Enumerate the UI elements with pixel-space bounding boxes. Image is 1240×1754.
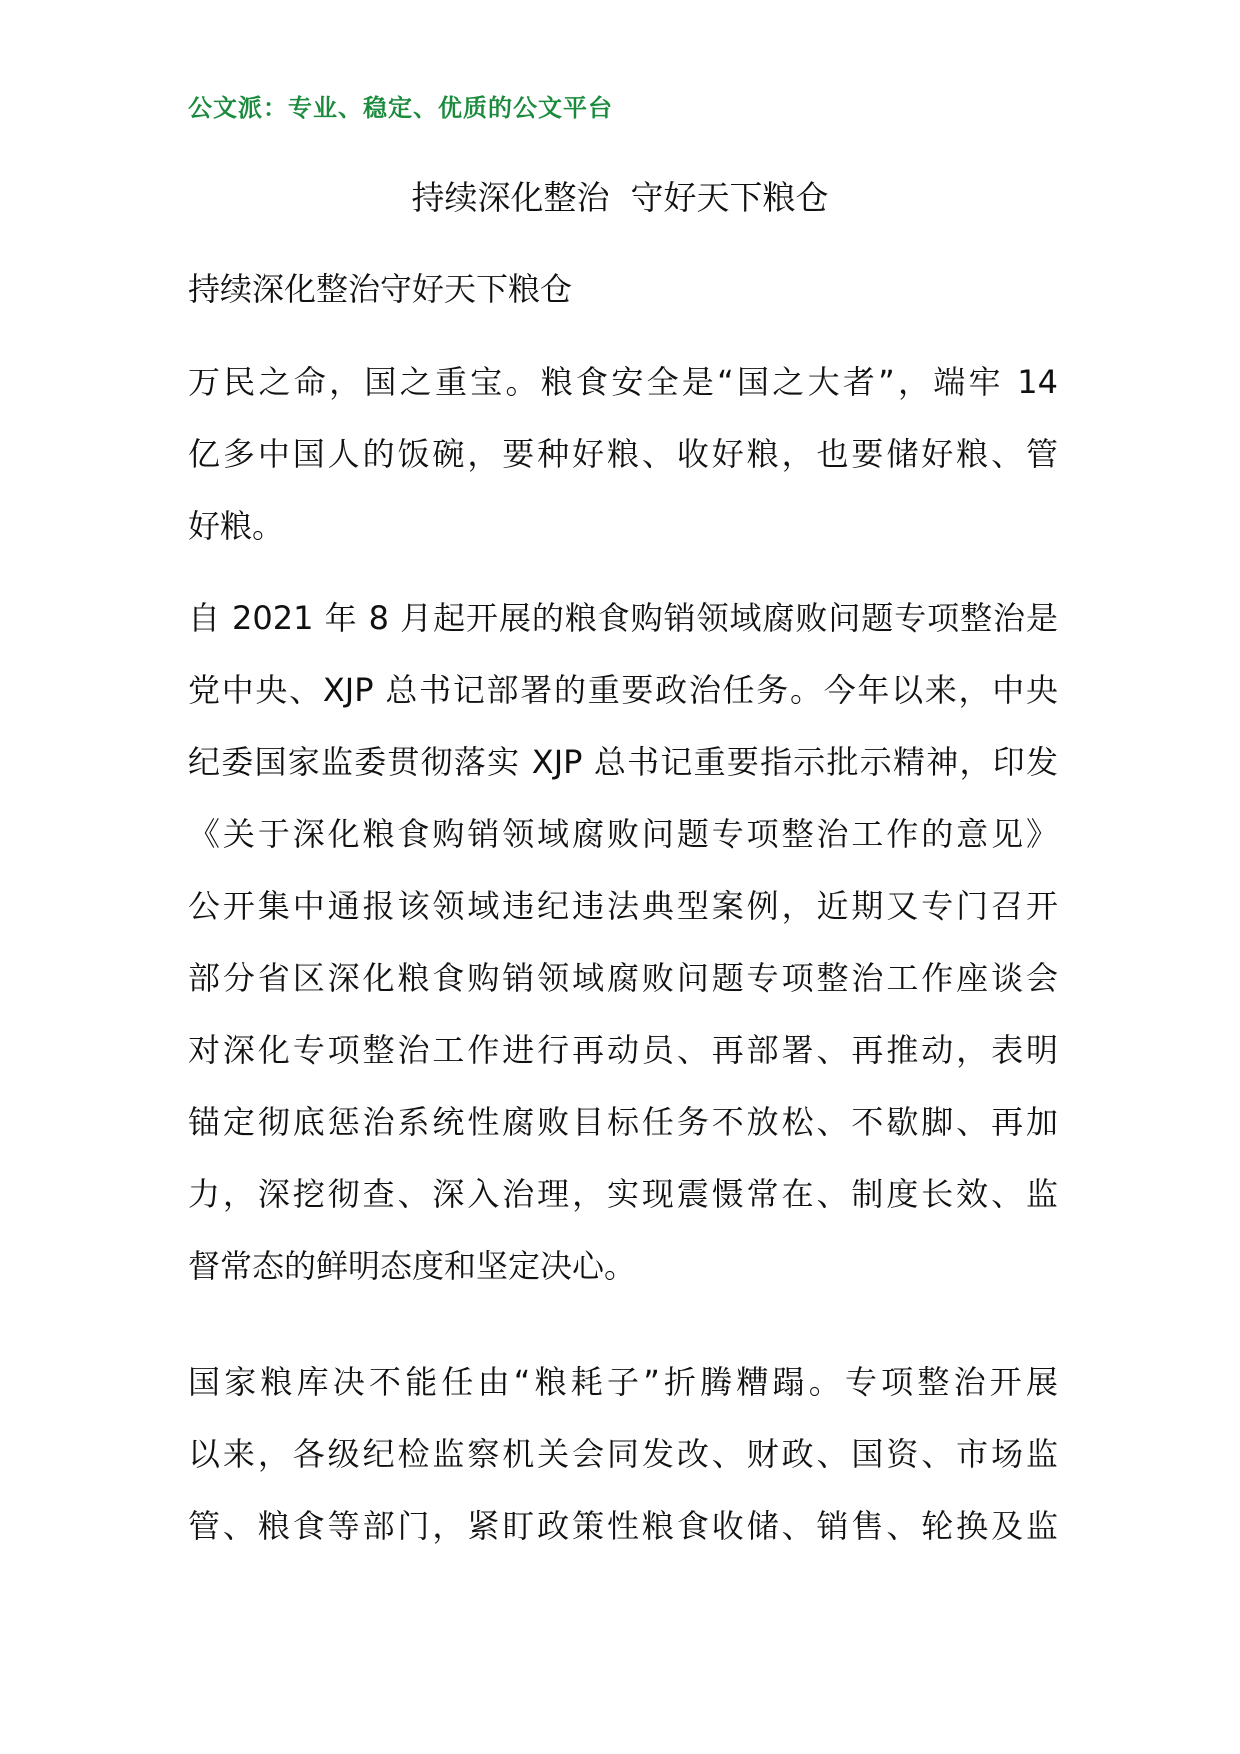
paragraph-line: 亿多中国人的饭碗，要种好粮、收好粮，也要储好粮、管 <box>188 435 1058 473</box>
document-subtitle <box>188 253 1058 325</box>
paragraph-line: 公开集中通报该领域违纪违法典型案例，近期又专门召开 <box>188 887 1058 925</box>
paragraph-line: 锚定彻底惩治系统性腐败目标任务不放松、不歇脚、再加 <box>188 1103 1058 1141</box>
paragraph-1 <box>188 346 1058 562</box>
subtitle-line: 持续深化整治守好天下粮仓 <box>188 270 573 308</box>
paragraph-line: 万民之命，国之重宝。粮食安全是“国之大者”，端牢 14 <box>188 363 1058 401</box>
brand-header: 公文派：专业、稳定、优质的公文平台 <box>188 93 613 122</box>
paragraph-line: 《关于深化粮食购销领域腐败问题专项整治工作的意见》 <box>188 815 1058 853</box>
paragraph-line: 力，深挖彻查、深入治理，实现震慑常在、制度长效、监 <box>188 1175 1058 1213</box>
paragraph-line: 对深化专项整治工作进行再动员、再部署、再推动，表明 <box>188 1031 1058 1069</box>
paragraph-line: 国家粮库决不能任由“粮耗子”折腾糟蹋。专项整治开展 <box>188 1363 1058 1401</box>
paragraph-line: 以来，各级纪检监察机关会同发改、财政、国资、市场监 <box>188 1435 1058 1473</box>
document-title: 持续深化整治 守好天下粮仓 <box>411 178 829 217</box>
paragraph-line: 部分省区深化粮食购销领域腐败问题专项整治工作座谈会 <box>188 959 1058 997</box>
paragraph-line: 好粮。 <box>188 507 285 545</box>
paragraph-line: 党中央、XJP 总书记部署的重要政治任务。今年以来，中央 <box>188 671 1058 709</box>
paragraph-line: 督常态的鲜明态度和坚定决心。 <box>188 1247 637 1285</box>
paragraph-line: 自 2021 年 8 月起开展的粮食购销领域腐败问题专项整治是 <box>188 599 1058 637</box>
paragraph-2 <box>188 582 1058 1302</box>
paragraph-line: 纪委国家监委贯彻落实 XJP 总书记重要指示批示精神，印发 <box>188 743 1058 781</box>
paragraph-line: 管、粮食等部门，紧盯政策性粮食收储、销售、轮换及监 <box>188 1507 1058 1545</box>
paragraph-3 <box>188 1346 1058 1562</box>
